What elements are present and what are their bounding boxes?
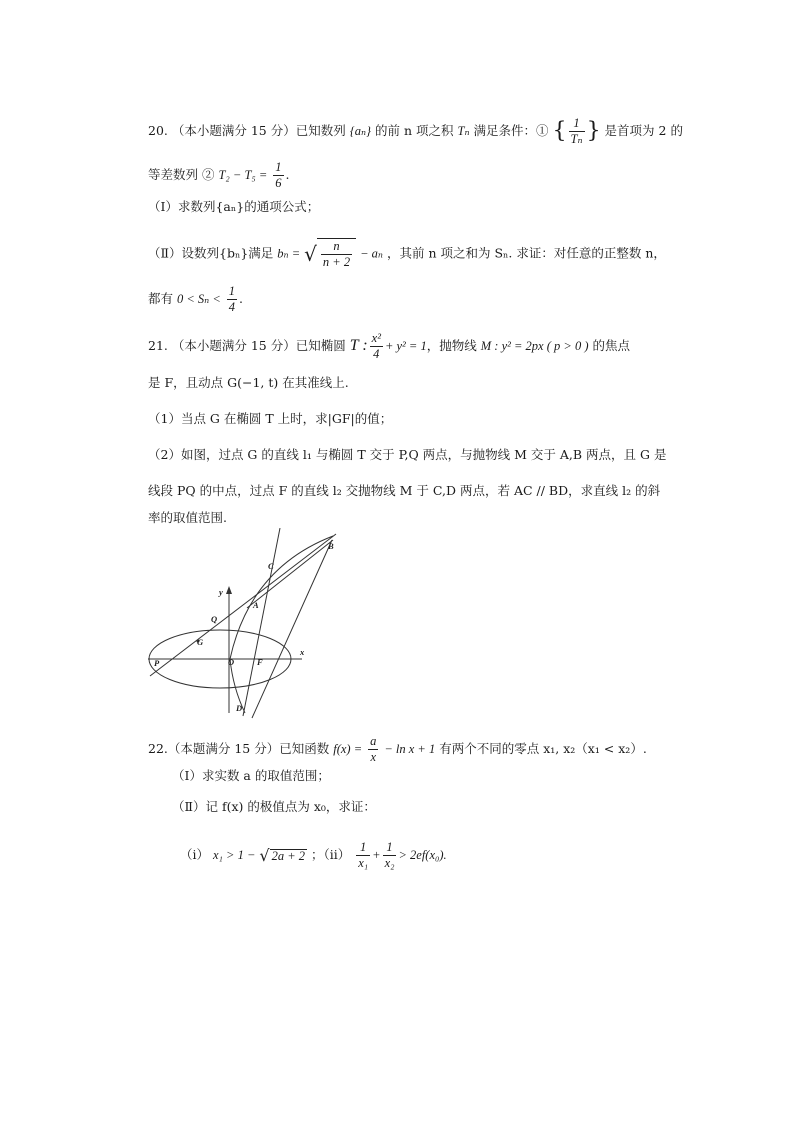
q20-text3: 是首项为 2 的 bbox=[604, 123, 683, 138]
q22-line1 bbox=[148, 734, 647, 765]
q20-cond2-frac: $\frac{1}{6}$ bbox=[275, 160, 282, 190]
q22-frac2: $\frac{1}{\text{x₂}}$ bbox=[384, 840, 395, 870]
q22-intro: 22.（本题满分 15 分）已知函数 bbox=[148, 741, 330, 756]
q20-cond2: T₂ − T₅ = bbox=[218, 168, 268, 182]
q20-line2-prefix: 等差数列 ② bbox=[148, 167, 215, 182]
q22-ineq-ii: > 2ef(x₀). bbox=[398, 848, 447, 862]
label-y: y bbox=[219, 587, 223, 597]
q22-fx-rest: − ln x + 1 bbox=[384, 742, 436, 756]
q20-ineq-frac: $\frac{1}{4}$ bbox=[228, 284, 236, 314]
label-x: x bbox=[300, 647, 305, 657]
label-P: P bbox=[154, 658, 160, 668]
label-C: C bbox=[268, 561, 274, 571]
q20-minus-an: − aₙ bbox=[360, 246, 383, 261]
q21-part2-line3: 率的取值范围. bbox=[148, 510, 227, 525]
q22-sub-i: （i） bbox=[180, 847, 209, 862]
right-brace: } bbox=[586, 118, 601, 144]
q20-last-line bbox=[148, 284, 243, 315]
q21-ellipse-rest: + y² = 1 bbox=[384, 339, 427, 353]
q22-part1: （Ⅰ）求实数 a 的取值范围； bbox=[172, 768, 330, 783]
q20-part1: （Ⅰ）求数列{aₙ}的通项公式； bbox=[148, 199, 320, 214]
q20-last-prefix: 都有 bbox=[148, 291, 174, 306]
q20-seq-a: {aₙ} bbox=[349, 124, 372, 138]
q20-part2-prefix: （Ⅱ）设数列{bₙ}满足 bbox=[148, 245, 274, 261]
q20-ineq-end: . bbox=[239, 291, 244, 306]
q22-part2: （Ⅱ）记 f(x) 的极值点为 x₀，求证： bbox=[172, 799, 376, 814]
q21-header: （本小题满分 15 分）已知椭圆 bbox=[171, 338, 346, 353]
q22-sqrt: √ 2a + 2 bbox=[259, 845, 305, 865]
q20-frac-1-over-Tn: $\frac{1}{\text{Tₙ}}$ bbox=[570, 116, 583, 146]
q20-sqrt: √ $\frac{n}{n + 2}$ bbox=[304, 238, 356, 270]
q20-bn-def: bₙ = bbox=[277, 246, 301, 261]
label-A: A bbox=[253, 600, 259, 610]
q21-text-focus: 的焦点 bbox=[592, 338, 630, 353]
label-D: D bbox=[236, 703, 243, 713]
line-BD bbox=[252, 540, 332, 718]
label-F: F bbox=[257, 657, 263, 667]
left-brace: { bbox=[552, 118, 567, 144]
q21-line1 bbox=[148, 331, 630, 362]
q22-fx: f(x) = bbox=[333, 742, 363, 756]
q22-frac1: $\frac{1}{\text{x₁}}$ bbox=[358, 840, 369, 870]
q21-line2: 是 F，且动点 G(−1, t) 在其准线上. bbox=[148, 375, 349, 390]
q20-line2 bbox=[148, 160, 290, 191]
q21-ellipse-T: T : bbox=[349, 337, 368, 354]
line-l1 bbox=[150, 534, 336, 676]
q21-part1: （1）当点 G 在椭圆 T 上时，求|GF|的值； bbox=[148, 411, 393, 426]
q20-end-dot: . bbox=[285, 167, 290, 182]
q22-sep: ；（ii） bbox=[310, 847, 351, 862]
q21-number: 21. bbox=[148, 338, 168, 353]
q22-ineq-i: x₁ > 1 − bbox=[212, 848, 256, 862]
label-G: G bbox=[197, 637, 204, 647]
q21-text-parabola: ，抛物线 bbox=[426, 338, 477, 353]
q20-sqrt-frac: $\frac{n}{n + 2}$ bbox=[322, 239, 351, 269]
q20-ineq: 0 < Sₙ < bbox=[177, 292, 221, 306]
q20-line1 bbox=[148, 116, 683, 147]
line-l2 bbox=[243, 528, 280, 716]
q20-header: （本小题满分 15 分）已知数列 bbox=[171, 123, 346, 138]
y-arrow bbox=[226, 586, 232, 594]
q22-line1-suffix: 有两个不同的零点 x₁, x₂（x₁ < x₂）. bbox=[439, 741, 647, 756]
q21-part2-line2: 线段 PQ 的中点，过点 F 的直线 l₂ 交抛物线 M 于 C,D 两点，若 AC // BD，求直线 l₂ 的斜 bbox=[148, 483, 661, 498]
q20-part2-suffix: ，其前 n 项之和为 Sₙ. 求证：对任意的正整数 n， bbox=[386, 245, 666, 261]
q20-Tn: Tₙ bbox=[457, 124, 470, 138]
geometry-figure bbox=[140, 528, 350, 722]
q20-part2 bbox=[148, 238, 666, 270]
q20-text1: 的前 n 项之积 bbox=[375, 123, 454, 138]
q22-subparts bbox=[180, 840, 447, 871]
q21-ellipse-frac: $\frac{\text{x²}}{4}$ bbox=[371, 331, 381, 361]
label-B: B bbox=[328, 541, 334, 551]
q20-number: 20. bbox=[148, 123, 168, 138]
q22-plus: + bbox=[372, 848, 381, 862]
q21-part2-line1: （2）如图，过点 G 的直线 l₁ 与椭圆 T 交于 P,Q 两点，与抛物线 M 交于 A,B 两点，且 G 是 bbox=[148, 447, 667, 462]
label-O: O bbox=[228, 657, 235, 667]
q20-text2: 满足条件：① bbox=[473, 123, 549, 138]
q22-fx-frac: $\frac{a}{x}$ bbox=[370, 734, 377, 764]
q21-parabola: M : y² = 2px ( p > 0 ) bbox=[480, 339, 589, 353]
line-AB bbox=[247, 540, 333, 608]
label-Q: Q bbox=[211, 614, 218, 624]
